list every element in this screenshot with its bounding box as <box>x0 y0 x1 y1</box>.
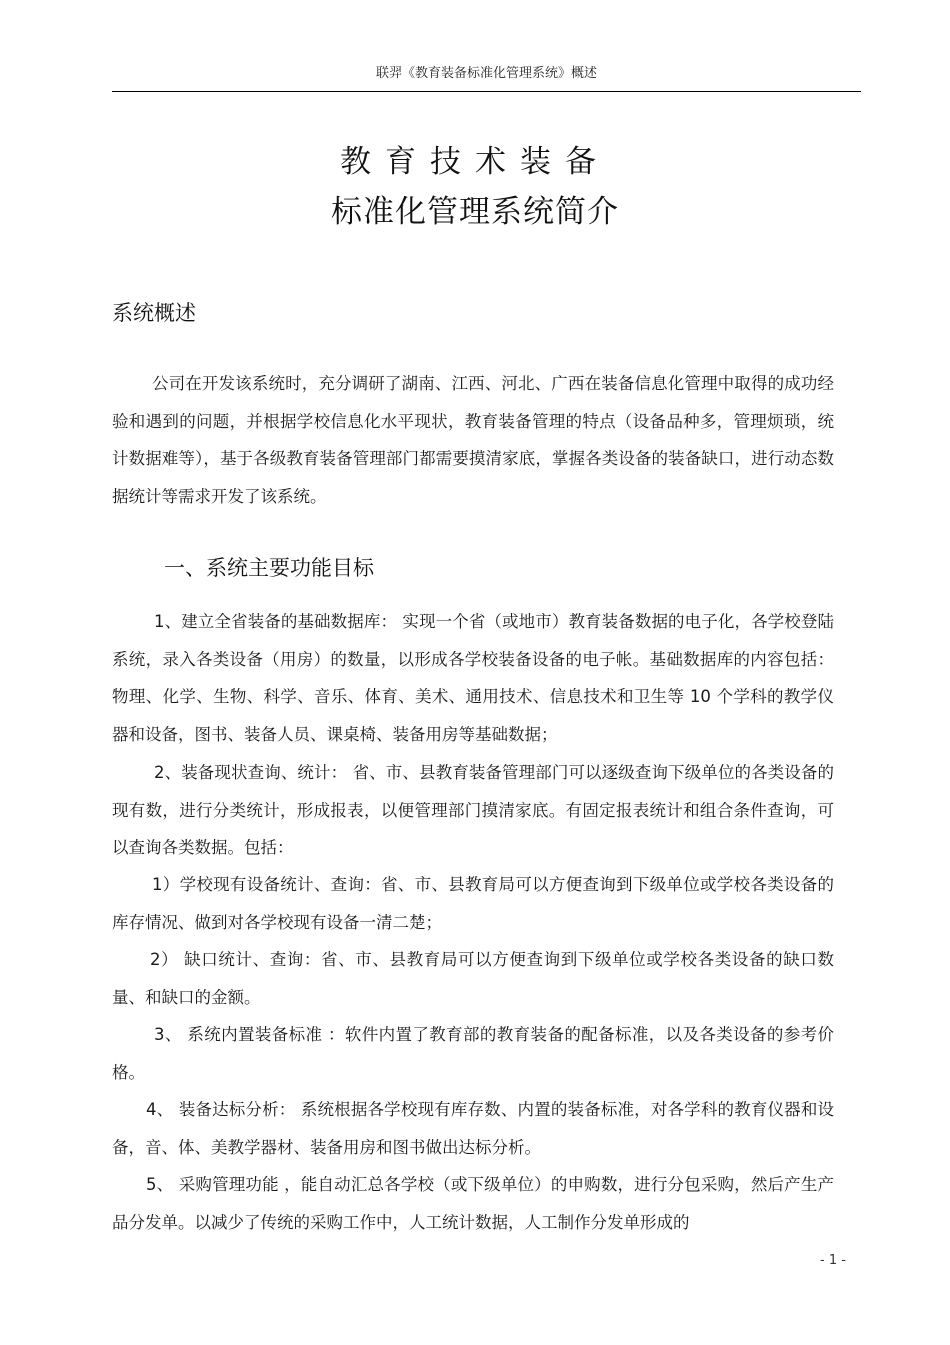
function-item-2-sub-1: 1）学校现有设备统计、查询：省、市、县教育局可以方便查询到下级单位或学校各类设备的库存情况、做到对各学校现有设备一清二楚； <box>112 875 834 932</box>
function-item-1: 1、建立全省装备的基础数据库： 实现一个省（或地市）教育装备数据的电子化，各学校登陆系统，录入各类设备（用房）的数量，以形成各学校装备设备的电子帐。基础数据库的内容包括：物理、化学、生物、科学、音乐、体育、美术、通用技术、信息技术和卫生等 10 个学科的教学仪器和设备，图书、装备人员、课桌椅、装备用房等基础数据； <box>112 612 834 744</box>
function-item-2-sub-2: 2） 缺口统计、查询：省、市、县教育局可以方便查询到下级单位或学校各类设备的缺口数量、和缺口的金额。 <box>112 950 834 1007</box>
function-item-2: 2、装备现状查询、统计： 省、市、县教育装备管理部门可以逐级查询下级单位的各类设备的现有数，进行分类统计，形成报表，以便管理部门摸清家底。有固定报表统计和组合条件查询，可以查询各类数据。包括： <box>112 763 834 858</box>
section-heading-functions: 一、系统主要功能目标 <box>164 556 374 580</box>
document-title-line2: 标准化管理系统简介 <box>331 194 619 230</box>
header-rule <box>112 91 861 92</box>
function-item-3: 3、 系统内置装备标准 ：软件内置了教育部的教育装备的配备标准，以及各类设备的参考价格。 <box>112 1025 834 1082</box>
overview-paragraph: 公司在开发该系统时，充分调研了湖南、江西、河北、广西在装备信息化管理中取得的成功经验和遇到的问题，并根据学校信息化水平现状，教育装备管理的特点（设备品种多，管理烦琐，统计数据难等），基于各级教育装备管理部门都需要摸清家底，掌握各类设备的装备缺口，进行动态数据统计等需求开发了该系统。 <box>112 374 834 506</box>
page-number: - 1 - <box>820 1253 846 1268</box>
function-item-4: 4、 装备达标分析： 系统根据各学校现有库存数、内置的装备标准，对各学科的教育仪器和设备，音、体、美教学器材、装备用房和图书做出达标分析。 <box>112 1100 834 1157</box>
section-heading-overview: 系统概述 <box>112 301 196 325</box>
running-header: 联羿《教育装备标准化管理系统》概述 <box>375 66 597 81</box>
function-item-5: 5、 采购管理功能 ，能自动汇总各学校（或下级单位）的申购数，进行分包采购，然后产生产品分发单。以减少了传统的采购工作中，人工统计数据，人工制作分发单形成的 <box>112 1175 834 1232</box>
document-title-line1: 教育技术装备 <box>340 144 610 180</box>
